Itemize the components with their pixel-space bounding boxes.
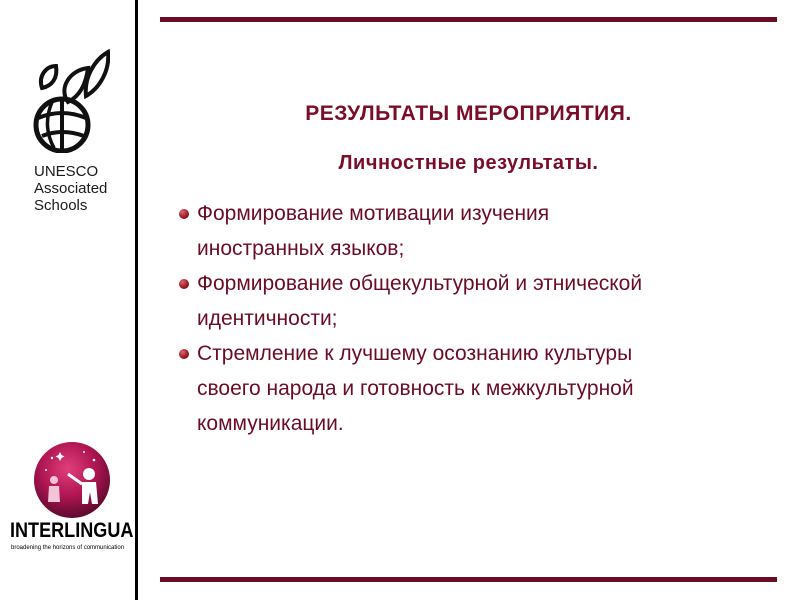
- interlingua-tagline: broadening the horizons of communication: [11, 545, 125, 551]
- sidebar-divider: [135, 0, 138, 600]
- list-item-line: Формирование мотивации изучения: [197, 202, 550, 225]
- unesco-line-2: Associated: [34, 180, 108, 197]
- top-accent-bar: [160, 17, 777, 22]
- list-item-line: идентичности;: [197, 307, 338, 330]
- list-item: [178, 196, 778, 266]
- list-item: [178, 336, 778, 441]
- bullet-icon: [179, 209, 189, 219]
- slide-subtitle: Личностные результаты.: [338, 152, 599, 174]
- list-item-line: Формирование общекультурной и этнической: [197, 272, 643, 295]
- results-list: [178, 196, 778, 441]
- list-item-line: коммуникации.: [197, 412, 344, 435]
- slide-title: РЕЗУЛЬТАТЫ МЕРОПРИЯТИЯ.: [305, 102, 632, 125]
- interlingua-name: INTERLINGUA: [10, 519, 134, 542]
- list-item-line: Стремление к лучшему осознанию культуры: [197, 342, 633, 365]
- bullet-icon: [179, 349, 189, 359]
- list-item: [178, 266, 778, 336]
- unesco-caption: [34, 163, 134, 214]
- unesco-line-3: Schools: [34, 197, 88, 214]
- bullet-icon: [179, 279, 189, 289]
- list-item-line: своего народа и готовность к межкультурной: [197, 377, 634, 400]
- unesco-associated-schools-logo: [28, 48, 110, 153]
- interlingua-logo: [32, 440, 112, 520]
- unesco-line-1: UNESCO: [34, 163, 99, 180]
- list-item-line: иностранных языков;: [197, 237, 405, 260]
- bottom-accent-bar: [160, 577, 777, 582]
